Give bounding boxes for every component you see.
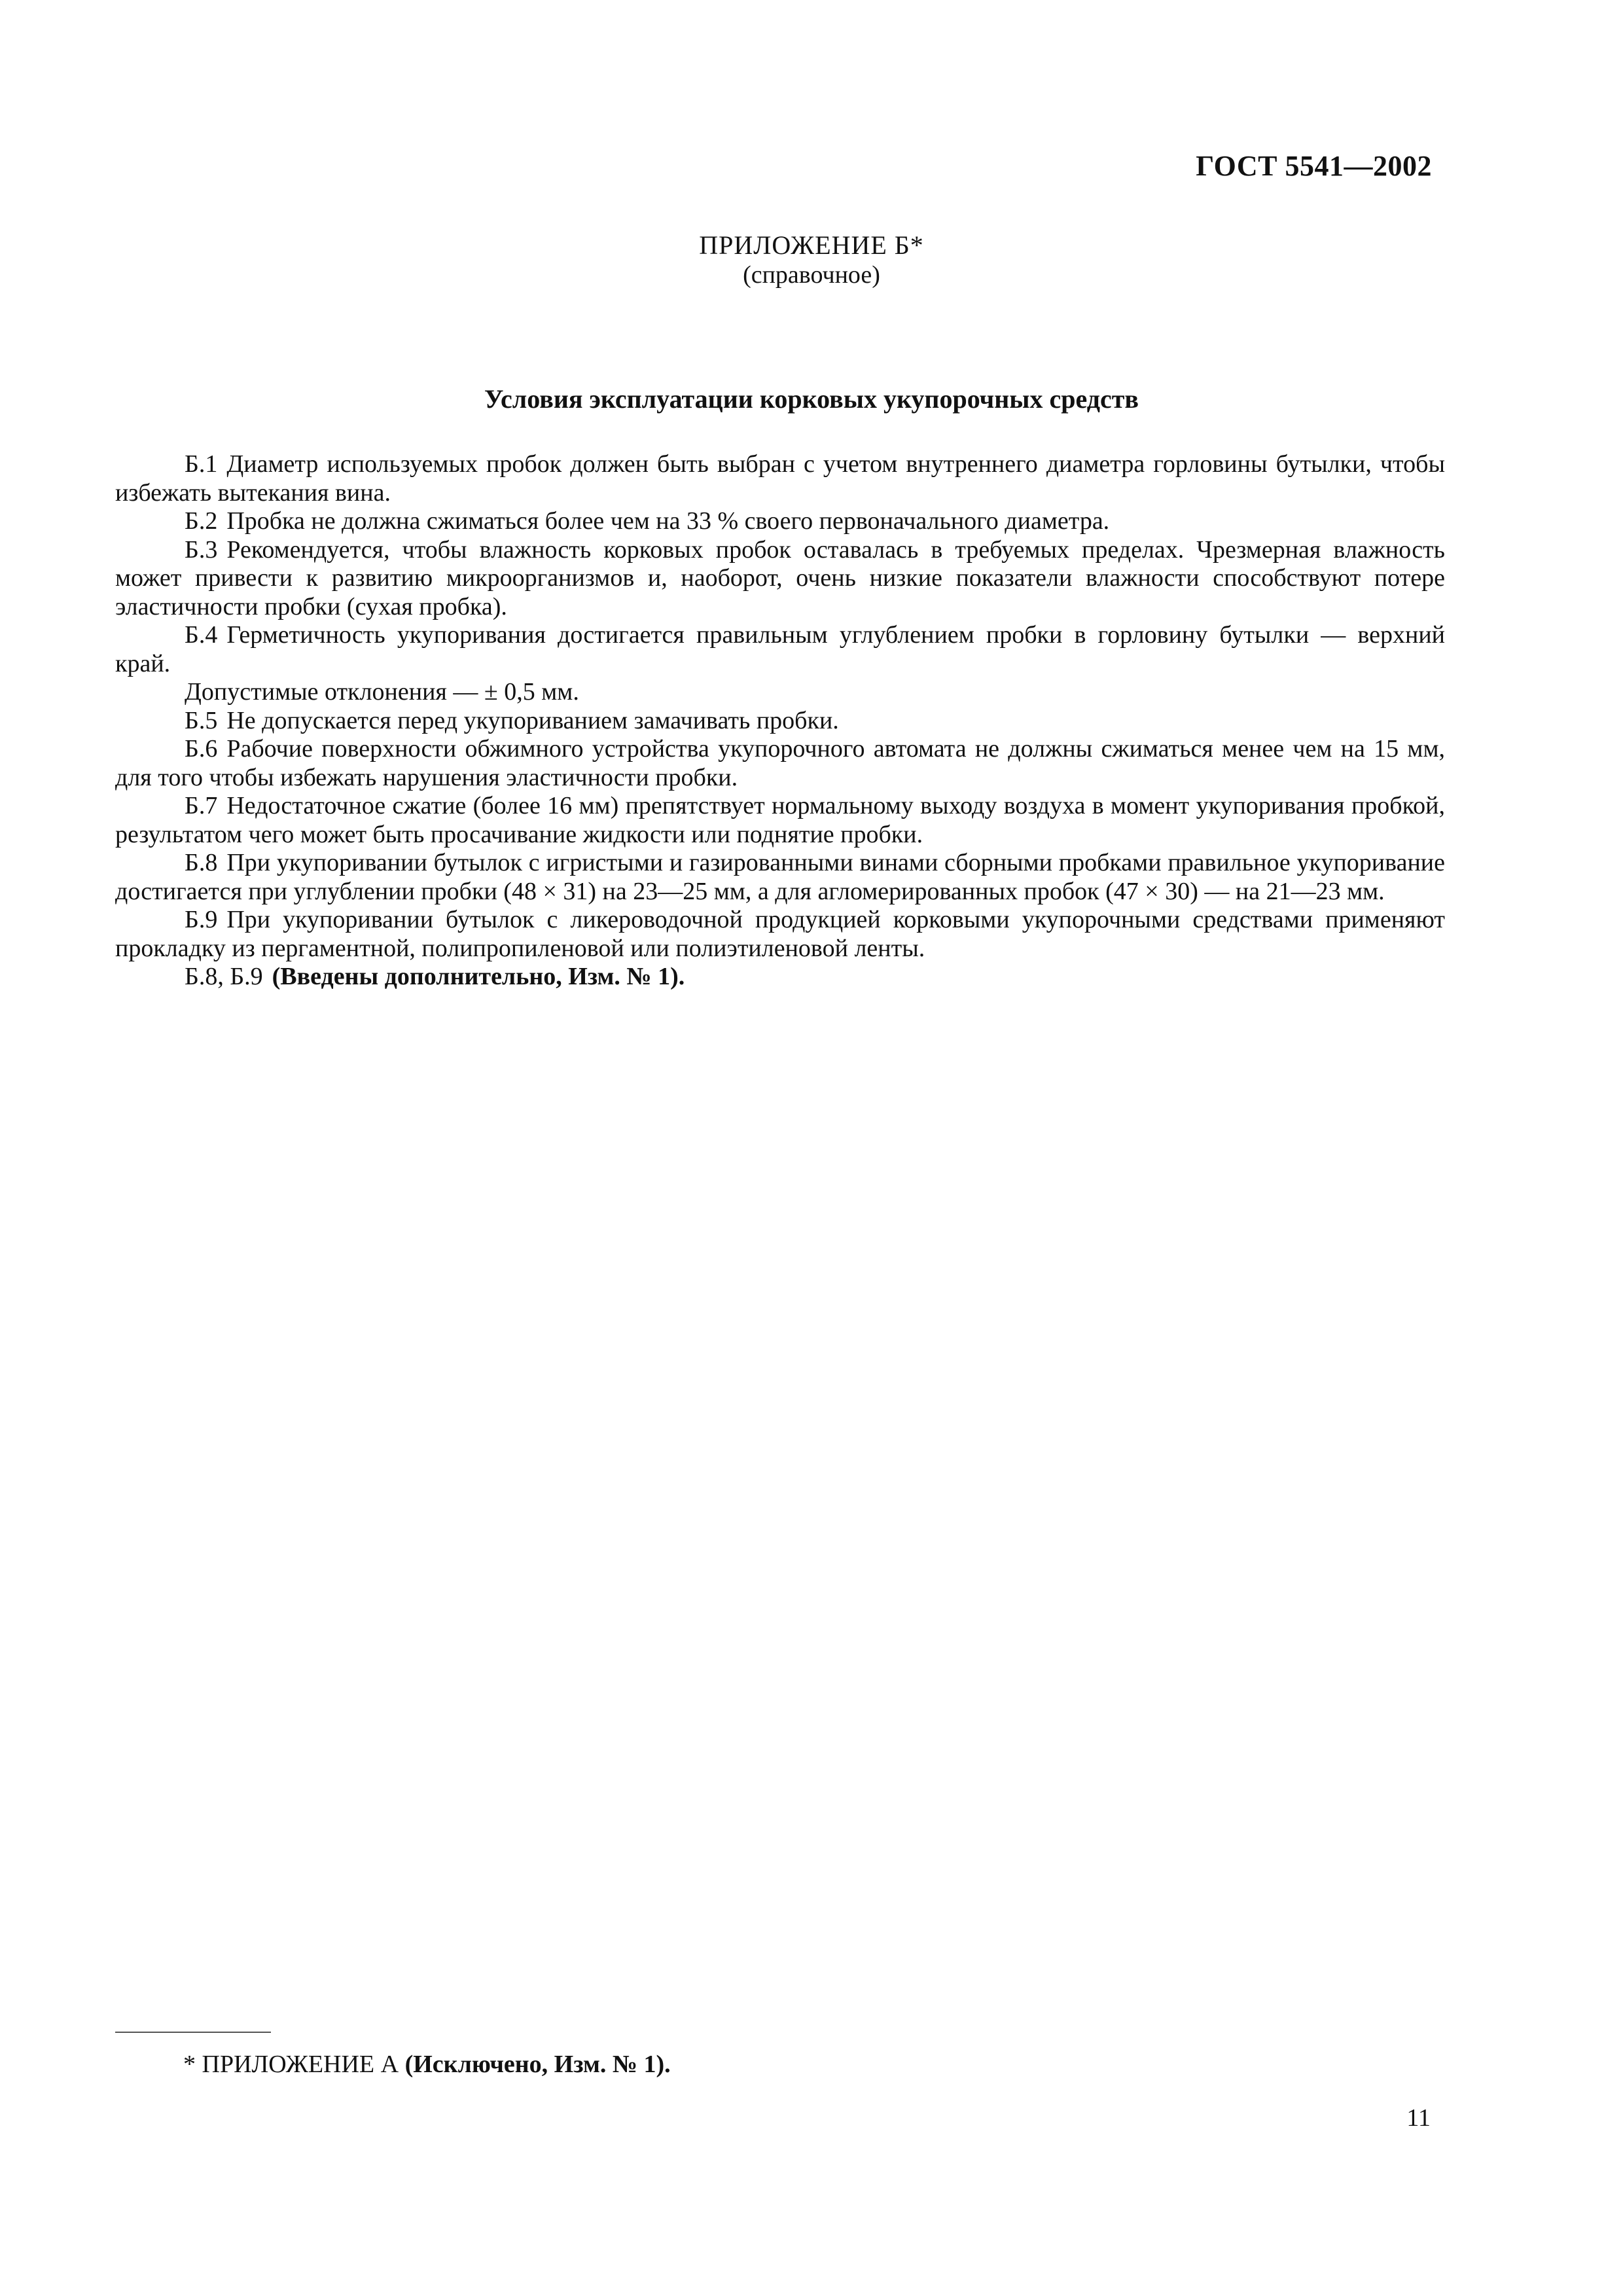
footnote-marker: * bbox=[183, 2051, 196, 2078]
paragraph-b6 bbox=[115, 735, 1445, 792]
footnote-label: ПРИЛОЖЕНИЕ А bbox=[202, 2051, 399, 2078]
paragraph-text: Рекомендуется, чтобы влажность корковых пробок оставалась в требуемых пределах. Чрезмерная влажность может привести к развитию микроорганизмов и, наоборот, очень низкие показатели влажности способствуют потере эластичности пробки (сухая пробка). bbox=[115, 535, 1445, 620]
paragraph-tolerance bbox=[115, 678, 1445, 707]
paragraph-number: Б.1 bbox=[185, 450, 218, 478]
paragraph-text: Недостаточное сжатие (более 16 мм) препятствует нормальному выходу воздуха в момент укупоривания пробкой, результатом чего может быть просачивание жидкости или поднятие пробки. bbox=[115, 792, 1445, 848]
body-text bbox=[115, 450, 1445, 992]
appendix-heading bbox=[0, 230, 1623, 289]
paragraph-b5 bbox=[115, 707, 1445, 736]
paragraph-number: Б.5 bbox=[185, 706, 218, 734]
footnote bbox=[183, 2050, 671, 2079]
paragraph-text: При укупоривании бутылок с ликероводочной продукцией корковыми укупорочными средствами применяют прокладку из пергаментной, полипропиленовой или полиэтиленовой ленты. bbox=[115, 906, 1445, 962]
footnote-text: (Исключено, Изм. № 1). bbox=[404, 2051, 671, 2078]
page-number: 11 bbox=[1406, 2104, 1431, 2132]
paragraph-text: При укупоривании бутылок с игристыми и газированными винами сборными пробками правильное укупоривание достигается при углублении пробки (48 × 31) на 23—25 мм, а для агломерированных пробок (47 × 30) — на 21—23 мм. bbox=[115, 849, 1445, 905]
paragraph-b1 bbox=[115, 450, 1445, 507]
paragraph-text: Герметичность укупоривания достигается правильным углублением пробки в горловину бутылки — верхний край. bbox=[115, 621, 1445, 677]
section-title: Условия эксплуатации корковых укупорочных средств bbox=[484, 384, 1139, 414]
amendment-text: (Введены дополнительно, Изм. № 1). bbox=[272, 963, 685, 990]
paragraph-number: Б.2 bbox=[185, 507, 218, 535]
standard-code: ГОСТ 5541—2002 bbox=[1196, 150, 1432, 182]
appendix-title: ПРИЛОЖЕНИЕ Б* bbox=[699, 230, 924, 260]
paragraph-b8 bbox=[115, 849, 1445, 906]
paragraph-text: Пробка не должна сжиматься более чем на 33 % своего первоначального диаметра. bbox=[226, 507, 1110, 535]
paragraph-b2 bbox=[115, 507, 1445, 536]
footnote-divider bbox=[115, 2032, 271, 2033]
paragraph-text: Диаметр используемых пробок должен быть выбран с учетом внутреннего диаметра горловины бутылки, чтобы избежать вытекания вина. bbox=[115, 450, 1445, 507]
paragraph-number: Б.4 bbox=[185, 621, 218, 649]
paragraph-b7 bbox=[115, 792, 1445, 849]
paragraph-b3 bbox=[115, 536, 1445, 622]
amendment-note bbox=[115, 963, 1445, 992]
paragraph-number: Б.6 bbox=[185, 735, 218, 762]
paragraph-b9 bbox=[115, 906, 1445, 963]
paragraph-number: Б.8 bbox=[185, 849, 218, 876]
paragraph-b4 bbox=[115, 621, 1445, 678]
paragraph-number: Б.9 bbox=[185, 906, 218, 933]
paragraph-text: Не допускается перед укупориванием замачивать пробки. bbox=[226, 706, 839, 734]
paragraph-text: Допустимые отклонения — ± 0,5 мм. bbox=[185, 678, 579, 706]
appendix-subtitle: (справочное) bbox=[743, 261, 880, 289]
paragraph-text: Рабочие поверхности обжимного устройства укупорочного автомата не должны сжиматься менее чем на 15 мм, для того чтобы избежать нарушения эластичности пробки. bbox=[115, 735, 1445, 791]
paragraph-number: Б.7 bbox=[185, 792, 218, 819]
amendment-refs: Б.8, Б.9 bbox=[185, 963, 263, 990]
paragraph-number: Б.3 bbox=[185, 535, 218, 564]
